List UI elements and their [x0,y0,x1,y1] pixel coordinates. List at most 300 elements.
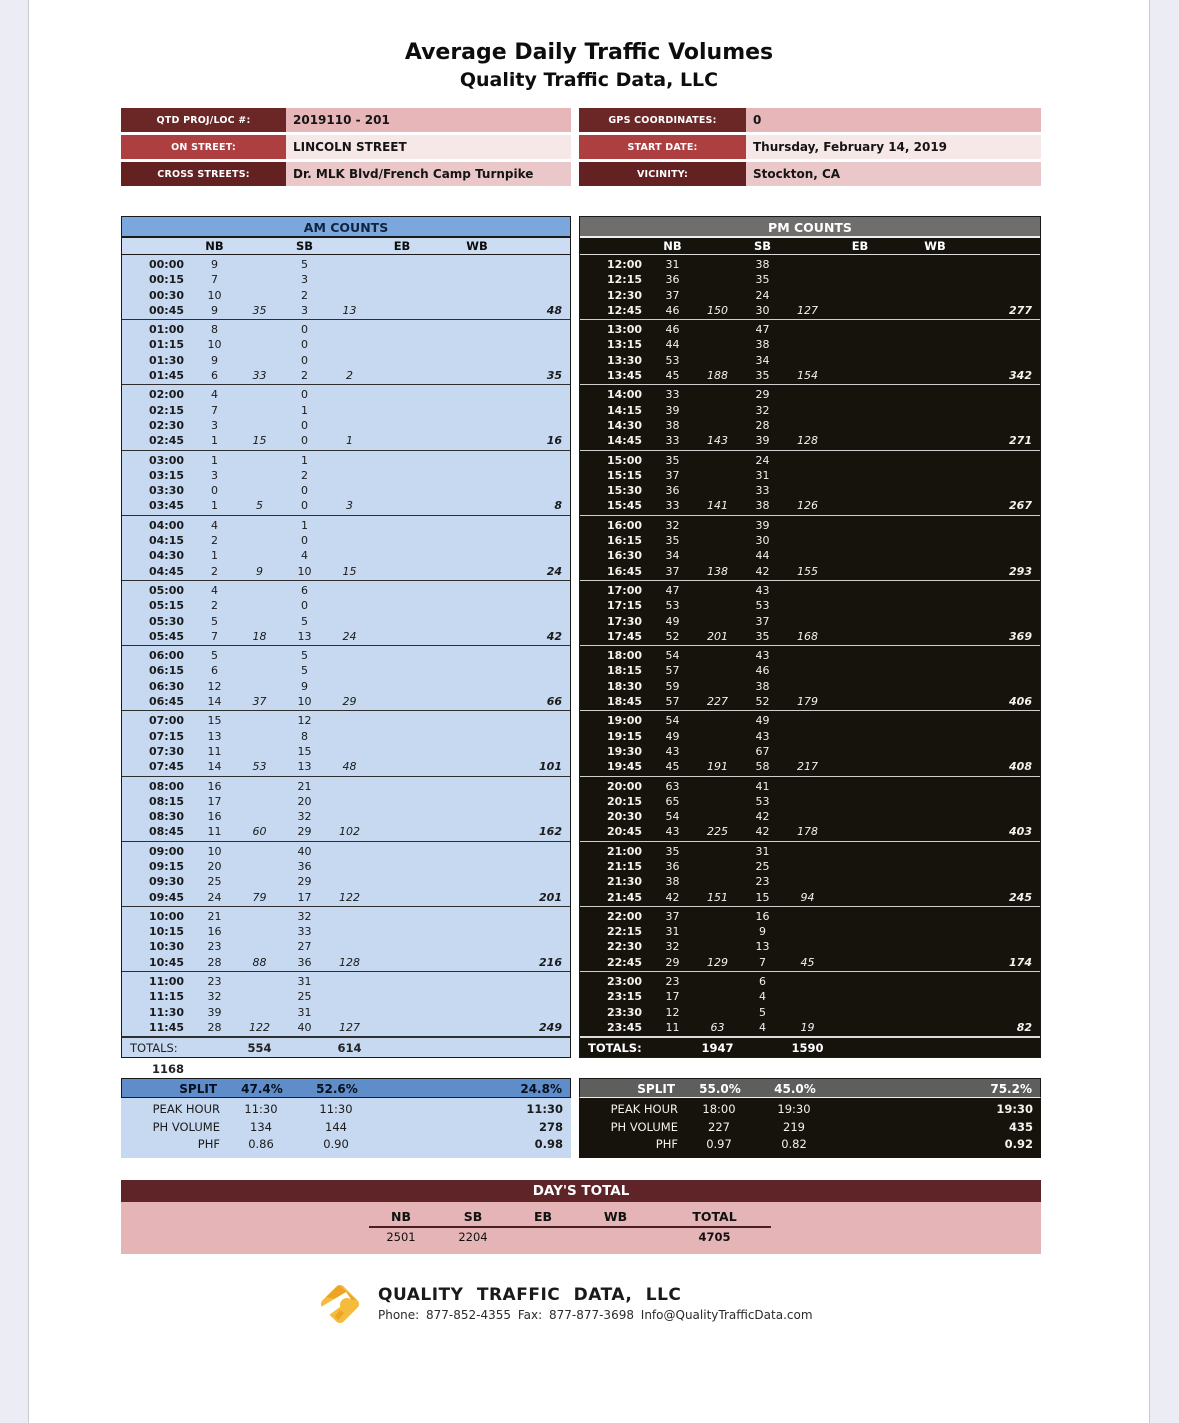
nb-hour-sum-cell [695,809,740,824]
hour-group [122,777,570,842]
count-row [580,453,1040,468]
nb-hour-sum-cell [695,924,740,939]
count-row [580,924,1040,939]
sb-count-cell: 9 [301,679,308,693]
hour-group [122,385,570,450]
time-cell: 15:30 [606,484,642,498]
sb-count-cell: 3 [301,273,308,287]
wb-count-cell [890,859,980,874]
hour-total-cell [522,288,570,303]
wb-count-cell [890,303,980,318]
wb-count-cell [432,939,522,954]
ph-volume-label: PH VOLUME [152,1119,220,1134]
eb-count-cell [830,874,890,889]
nb-hour-sum-cell: 225 [707,825,728,839]
sb-count-cell: 32 [297,909,312,923]
nb-count-cell: 23 [665,975,680,989]
sb-count-cell: 38 [755,499,770,513]
hour-total-cell [980,533,1040,548]
nb-hour-sum-cell [695,679,740,694]
hour-group [580,255,1040,320]
count-row [580,368,1040,383]
hour-total-cell [980,663,1040,678]
time-cell: 03:45 [148,499,184,513]
count-row [580,824,1040,839]
hour-group [580,646,1040,711]
nb-hour-sum-cell [237,744,282,759]
time-cell: 09:30 [148,875,184,889]
nb-count-cell: 45 [665,760,680,774]
count-row [122,974,570,989]
wb-count-cell [890,779,980,794]
wb-count-cell [890,433,980,448]
sb-hour-sum-cell [327,1005,372,1020]
eb-count-cell [830,809,890,824]
wb-count-cell [432,809,522,824]
nb-count-cell: 43 [665,744,680,758]
nb-count-cell: 0 [211,484,218,498]
nb-count-cell: 57 [665,695,680,709]
nb-hour-sum-cell: 35 [252,303,267,317]
time-cell: 02:45 [148,434,184,448]
hour-total-cell [522,794,570,809]
sb-hour-sum-cell [785,809,830,824]
eb-count-cell [372,614,432,629]
nb-count-cell: 17 [665,990,680,1004]
eb-count-cell [372,939,432,954]
sb-hour-sum-cell [327,387,372,402]
wb-count-cell [890,939,980,954]
count-row [122,468,570,483]
sb-hour-sum-cell: 155 [797,564,818,578]
nb-count-cell: 33 [665,499,680,513]
sb-hour-sum-cell: 1 [346,434,353,448]
sb-hour-sum-cell [327,614,372,629]
sb-hour-sum-cell: 178 [797,825,818,839]
wb-count-cell [432,564,522,579]
time-cell: 20:30 [606,810,642,824]
hour-group [580,842,1040,907]
count-row [122,924,570,939]
hour-total-cell [980,257,1040,272]
count-row [122,759,570,774]
eb-count-cell [372,583,432,598]
count-row [122,483,570,498]
nb-hour-sum-cell [237,779,282,794]
nb-count-cell: 42 [665,890,680,904]
sb-hour-sum-cell [327,809,372,824]
hour-total-cell [522,924,570,939]
gps-label: GPS COORDINATES: [579,108,746,132]
time-cell: 08:15 [148,794,184,808]
wb-count-cell [432,648,522,663]
time-cell: 14:30 [606,418,642,432]
sb-hour-sum-cell [785,663,830,678]
nb-count-cell: 57 [665,664,680,678]
eb-count-cell [830,729,890,744]
nb-hour-sum-cell [237,939,282,954]
hour-total-cell: 42 [546,629,562,643]
eb-count-cell [830,614,890,629]
sb-count-cell: 42 [755,564,770,578]
hour-total-cell: 249 [539,1020,562,1034]
time-cell: 14:15 [606,403,642,417]
time-cell: 11:15 [148,990,184,1004]
am-phf-total: 0.98 [534,1137,563,1152]
hour-total-cell [980,859,1040,874]
wb-count-cell [432,387,522,402]
wb-count-cell [890,483,980,498]
nb-count-cell: 54 [665,649,680,663]
dt-col-nb: NB [391,1208,411,1224]
pm-totals-sb: 1590 [791,1041,824,1056]
am-peak-hour-row [121,1101,571,1119]
sb-count-cell: 0 [301,599,308,613]
hour-total-cell [980,924,1040,939]
sb-count-cell: 40 [297,1020,312,1034]
sb-hour-sum-cell [785,453,830,468]
spacer [327,238,372,255]
pm-col-wb: WB [924,239,946,253]
count-row [580,1005,1040,1020]
sb-count-cell: 25 [755,859,770,873]
hour-total-cell [522,518,570,533]
nb-count-cell: 32 [207,990,222,1004]
nb-hour-sum-cell: 122 [249,1020,270,1034]
nb-hour-sum-cell [237,989,282,1004]
wb-count-cell [890,403,980,418]
sb-hour-sum-cell [785,648,830,663]
nb-hour-sum-cell [237,468,282,483]
dt-eb-value [513,1228,573,1247]
pm-ph-volume-nb: 227 [708,1119,730,1134]
wb-count-cell [432,583,522,598]
hour-group [122,581,570,646]
wb-count-cell [890,1020,980,1035]
eb-count-cell [830,272,890,287]
time-cell: 02:15 [148,403,184,417]
time-cell: 08:45 [148,825,184,839]
nb-count-cell: 13 [207,729,222,743]
count-row [580,468,1040,483]
sb-hour-sum-cell [785,874,830,889]
sb-count-cell: 16 [755,909,770,923]
count-row [580,794,1040,809]
sb-count-cell: 47 [755,323,770,337]
eb-count-cell [372,288,432,303]
nb-count-cell: 65 [665,794,680,808]
time-cell: 05:30 [148,614,184,628]
wb-count-cell [432,322,522,337]
nb-count-cell: 10 [207,844,222,858]
nb-count-cell: 37 [665,909,680,923]
sb-count-cell: 33 [755,484,770,498]
page-subtitle: Quality Traffic Data, LLC [459,69,719,91]
hour-total-cell [980,583,1040,598]
hour-total-cell: 245 [1009,890,1032,904]
nb-hour-sum-cell [237,288,282,303]
count-row [580,433,1040,448]
sb-count-cell: 15 [297,744,312,758]
time-cell: 21:15 [606,859,642,873]
am-counts-body [122,255,570,1036]
nb-hour-sum-cell [695,272,740,287]
nb-hour-sum-cell [695,874,740,889]
sb-count-cell: 9 [759,925,766,939]
eb-count-cell [372,353,432,368]
hour-total-cell [522,337,570,352]
count-row [580,387,1040,402]
dt-col-eb: EB [533,1208,553,1224]
count-row [122,564,570,579]
eb-count-cell [830,794,890,809]
days-total-values [369,1228,771,1247]
hour-total-cell [980,874,1040,889]
am-counts-title: AM COUNTS [122,217,570,238]
eb-count-cell [372,648,432,663]
sb-hour-sum-cell [785,548,830,563]
count-row [580,809,1040,824]
count-row [122,303,570,318]
nb-hour-sum-cell [237,387,282,402]
wb-count-cell [890,583,980,598]
hour-group [122,646,570,711]
am-col-eb: EB [393,239,411,253]
hour-total-cell [522,989,570,1004]
hour-total-cell: 342 [1009,369,1032,383]
count-row [122,453,570,468]
sb-hour-sum-cell: 24 [342,629,357,643]
sb-hour-sum-cell [785,974,830,989]
eb-count-cell [372,498,432,513]
hour-group [122,516,570,581]
nb-count-cell: 33 [665,388,680,402]
nb-hour-sum-cell [695,257,740,272]
sb-hour-sum-cell: 3 [346,499,353,513]
dt-nb-value: 2501 [386,1229,416,1244]
wb-count-cell [432,533,522,548]
count-row [580,614,1040,629]
sb-count-cell: 27 [297,940,312,954]
sb-count-cell: 30 [755,303,770,317]
count-row [580,1020,1040,1035]
count-row [580,779,1040,794]
count-row [580,533,1040,548]
count-row [122,939,570,954]
nb-hour-sum-cell [237,859,282,874]
eb-count-cell [372,759,432,774]
eb-count-cell [830,989,890,1004]
sb-hour-sum-cell [327,583,372,598]
spacer [695,238,740,255]
wb-count-cell [890,498,980,513]
sb-hour-sum-cell: 15 [342,564,357,578]
sb-count-cell: 53 [755,599,770,613]
time-cell: 12:15 [606,273,642,287]
am-totals-total: 1168 [151,1062,184,1077]
nb-count-cell: 39 [207,1005,222,1019]
wb-count-cell [890,353,980,368]
wb-count-cell [432,403,522,418]
sb-count-cell: 34 [755,353,770,367]
wb-count-cell [890,809,980,824]
eb-count-cell [830,1005,890,1020]
eb-count-cell [830,468,890,483]
am-col-wb: WB [466,239,488,253]
count-row [580,288,1040,303]
pm-ph-volume-sb: 219 [783,1119,805,1134]
time-cell: 03:15 [148,468,184,482]
time-cell: 10:15 [148,925,184,939]
sb-hour-sum-cell [785,483,830,498]
pm-peak-hour-nb: 18:00 [702,1102,736,1117]
time-cell: 22:15 [606,925,642,939]
count-row [580,759,1040,774]
time-cell: 17:00 [606,583,642,597]
gps-value: 0 [746,108,1041,132]
hour-total-cell [522,859,570,874]
eb-count-cell [372,1020,432,1035]
eb-count-cell [372,518,432,533]
sb-hour-sum-cell [785,583,830,598]
hour-total-cell [522,909,570,924]
wb-count-cell [432,794,522,809]
count-row [122,288,570,303]
wb-count-cell [432,288,522,303]
hour-total-cell [980,288,1040,303]
hour-total-cell [522,583,570,598]
hour-total-cell [522,272,570,287]
sb-hour-sum-cell [785,614,830,629]
time-cell: 18:30 [606,679,642,693]
wb-count-cell [432,453,522,468]
sb-count-cell: 8 [301,729,308,743]
time-cell: 13:45 [606,369,642,383]
am-ph-volume-total: 278 [538,1119,563,1134]
nb-hour-sum-cell [695,859,740,874]
nb-hour-sum-cell: 129 [707,955,728,969]
time-cell: 16:30 [606,549,642,563]
sb-count-cell: 37 [755,614,770,628]
on-street-value: LINCOLN STREET [286,135,571,159]
time-cell: 19:00 [606,714,642,728]
sb-hour-sum-cell [327,874,372,889]
nb-count-cell: 53 [665,599,680,613]
am-split-sb: 52.6% [316,1082,358,1097]
wb-count-cell [432,353,522,368]
nb-hour-sum-cell [695,729,740,744]
sb-hour-sum-cell [785,598,830,613]
time-cell: 12:30 [606,288,642,302]
hour-group [580,777,1040,842]
nb-count-cell: 16 [207,810,222,824]
nb-count-cell: 29 [665,955,680,969]
dt-sb-value: 2204 [458,1229,488,1244]
hour-total-cell [980,1005,1040,1020]
count-row [122,989,570,1004]
wb-count-cell [432,337,522,352]
count-row [580,564,1040,579]
time-cell: 15:45 [606,499,642,513]
sb-hour-sum-cell [327,322,372,337]
nb-hour-sum-cell [237,337,282,352]
sb-count-cell: 20 [297,794,312,808]
am-peak-hour-total: 11:30 [526,1102,563,1117]
pm-counts-table [579,216,1041,1077]
nb-hour-sum-cell [695,483,740,498]
count-row [580,694,1040,709]
nb-hour-sum-cell [695,598,740,613]
days-total-title: DAY'S TOTAL [121,1180,1041,1202]
eb-count-cell [372,629,432,644]
eb-count-cell [372,859,432,874]
hour-total-cell [980,598,1040,613]
count-row [122,874,570,889]
nb-hour-sum-cell: 227 [707,695,728,709]
nb-count-cell: 24 [207,890,222,904]
sb-hour-sum-cell [785,322,830,337]
nb-hour-sum-cell [695,353,740,368]
sb-count-cell: 0 [301,418,308,432]
nb-count-cell: 46 [665,323,680,337]
sb-count-cell: 4 [759,1020,766,1034]
footer-text [378,1285,813,1322]
eb-count-cell [830,498,890,513]
eb-count-cell [830,648,890,663]
nb-count-cell: 12 [665,1005,680,1019]
time-cell: 10:00 [148,909,184,923]
footer-contact-info: Phone: 877-852-4355 Fax: 877-877-3698 Info@QualityTrafficData.com [378,1308,813,1323]
sb-count-cell: 31 [755,468,770,482]
nb-hour-sum-cell [695,794,740,809]
sb-hour-sum-cell: 217 [797,760,818,774]
pm-phf-total: 0.92 [1004,1137,1033,1152]
sb-count-cell: 39 [755,518,770,532]
nb-hour-sum-cell: 188 [707,369,728,383]
sb-hour-sum-cell [327,403,372,418]
hour-total-cell [980,403,1040,418]
nb-count-cell: 17 [207,794,222,808]
sb-hour-sum-cell [785,387,830,402]
wb-count-cell [432,729,522,744]
wb-count-cell [432,303,522,318]
wb-count-cell [890,368,980,383]
wb-count-cell [432,1005,522,1020]
sb-hour-sum-cell [785,939,830,954]
wb-count-cell [890,614,980,629]
nb-count-cell: 25 [207,875,222,889]
sb-count-cell: 29 [297,875,312,889]
eb-count-cell [830,924,890,939]
eb-count-cell [830,955,890,970]
nb-count-cell: 11 [665,1020,680,1034]
wb-count-cell [890,974,980,989]
sb-count-cell: 35 [755,273,770,287]
on-street-label: ON STREET: [121,135,286,159]
count-row [122,679,570,694]
time-cell: 06:30 [148,679,184,693]
sb-count-cell: 46 [755,664,770,678]
count-row [580,353,1040,368]
am-phf-sb: 0.90 [323,1137,349,1152]
nb-count-cell: 43 [665,825,680,839]
wb-count-cell [432,368,522,383]
eb-count-cell [830,387,890,402]
hour-total-cell [980,337,1040,352]
hour-total-cell [980,974,1040,989]
count-row [580,679,1040,694]
eb-count-cell [830,629,890,644]
